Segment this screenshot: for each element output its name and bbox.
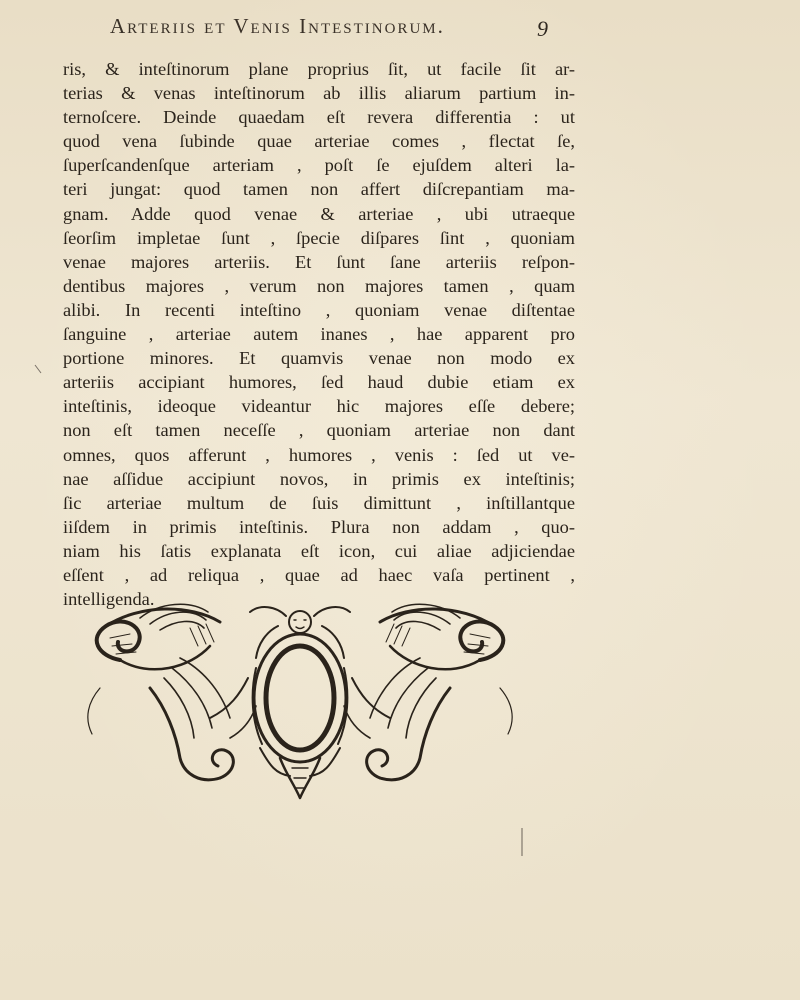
text-line: alibi. In recenti inteſtino , quoniam venae diſtentae <box>63 299 575 320</box>
margin-tick-mark <box>34 364 42 374</box>
text-line: venae majores arteriis. Et ſunt ſane arteriis reſpon- <box>63 251 575 272</box>
text-line: ſanguine , arteriae autem inanes , hae apparent pro <box>63 324 575 345</box>
baroque-cartouche-tailpiece-icon <box>80 598 520 803</box>
text-line: gnam. Adde quod venae & arteriae , ubi utraeque <box>63 203 575 224</box>
text-line: teri jungat: quod tamen non affert diſcrepantiam ma- <box>63 179 575 200</box>
text-line: ſuperſcandenſque arteriam , poſt ſe ejuſdem alteri la- <box>63 155 575 176</box>
text-line: ternoſcere. Deinde quaedam eſt revera differentia : ut <box>63 107 575 128</box>
text-line: eſſent , ad reliqua , quae ad haec vaſa pertinent , <box>63 564 575 585</box>
page-number: 9 <box>537 16 548 41</box>
text-line: omnes, quos afferunt , humores , venis : ſed ut ve- <box>63 444 575 465</box>
running-head: Arteriis et Venis Intestinorum. <box>110 14 445 38</box>
text-line: ſic arteriae multum de ſuis dimittunt , inſtillantque <box>63 492 575 513</box>
text-line: arteriis accipiant humores, ſed haud dubie etiam ex <box>63 372 575 393</box>
text-line: non eſt tamen neceſſe , quoniam arteriae non dant <box>63 420 575 441</box>
text-line: nae aſſidue accipiunt novos, in primis ex inteſtinis; <box>63 468 575 489</box>
text-line: iiſdem in primis inteſtinis. Plura non addam , quo- <box>63 516 575 537</box>
text-line: ſeorſim impletae ſunt , ſpecie diſpares ſint , quoniam <box>63 227 575 248</box>
text-line: dentibus majores , verum non majores tamen , quam <box>63 275 575 296</box>
text-line: niam his ſatis explanata eſt icon, cui aliae adjiciendae <box>63 540 575 561</box>
text-line: inteſtinis, ideoque videantur hic majores eſſe debere; <box>63 396 575 417</box>
text-line: portione minores. Et quamvis venae non modo ex <box>63 348 575 369</box>
text-line: intelligenda. <box>63 589 155 610</box>
margin-pencil-mark <box>521 828 523 856</box>
body-text <box>63 57 575 611</box>
text-line: ris, & inteſtinorum plane proprius ſit, ut facile ſit ar- <box>63 59 575 79</box>
text-line: terias & venas inteſtinorum ab illis aliarum partium in- <box>63 83 575 104</box>
text-line: quod vena ſubinde quae arteriae comes , flectat ſe, <box>63 131 575 152</box>
